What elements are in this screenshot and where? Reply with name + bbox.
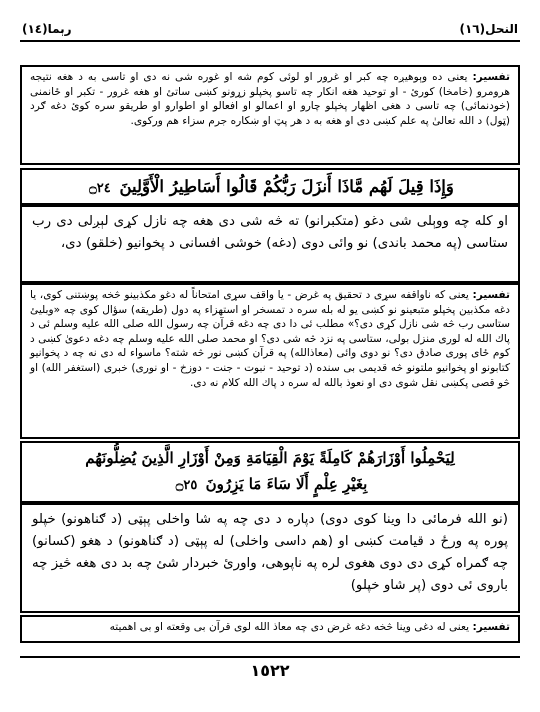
header-divider [20,40,520,42]
tafsir-text-3: يعنى له دغى وينا څخه دغه غرض دى چه معاذ الله لوى قرآن بى وقعته او بى اهميته [109,621,470,633]
translation-text-1: او كله چه ووېلى شى دغو (متكبرانو) ته څه شى دى هغه چه نازل كړى لېږلى دى رب ستاسى (په محمد باندى) نو وائى دوى (دغه) خوشى افسانى د پخوانيو (خلقو) دى، [32,214,508,251]
ayah-25-number: ٢٥ [183,478,198,493]
tafsir-block-2 [20,283,520,439]
ayah-24-number: ٢٤ [96,181,111,196]
page-number: ١٥٢٢ [250,661,290,680]
tafsir-label: تفسير: [472,621,510,633]
ayah-24-text: وَإِذَا قِيلَ لَهُم مَّاذَا أَنزَلَ رَبُّكُمْ قَالُوا أَسَاطِيرُ الْأَوَّلِينَ [119,177,454,196]
translation-block-2 [20,503,520,613]
ayah-24-line [22,177,518,196]
tafsir-block-1 [20,65,520,165]
ayah-24 [20,168,520,205]
tafsir-text-2: يعنى كه ناواقفه سړى د تحقيق په غرض - يا واقف سړى امتحاناً له دغو مكذبينو څخه پوښتنى كوى، يا دغه مكذبين پخپلو متبعينو نو كښى يو له بله سره د تمسخر او استهزاء په دول (طريقه) سؤال كوى چه «وبليئ ستاسى رب څه شى نازل كړى دى؟» مطلب ئى دا دى چه دغه قرآن چه رسول الله صلى الله عليه وسلم ئى د پاك الله له لورى منزل بولى، ستاسى په نزد څه شى دى؟ او محمد صلى الله عليه وسلم چه دغه دعوىٰ كښى د كوم ځاى پورى صادق دى؟ نو دوى وائى (معاذالله) په قرآن كښى نور څه شته؟ ماسواء له دى نه چه د پخوانيو كتابونو او پخوانيو ملتونو څه قديمى بى سنده (د توحيد - نبوت - جنت - دوزخ - او نورى) خبرى (استغفر الله) او څو قصى پكښى نقل شوى دى او نعوذ بالله له سره د پاك الله كلام نه دى. [30,289,510,389]
translation-block-1 [20,205,520,283]
ayah-25-text-2: بِغَيْرِ عِلْمٍ أَلَا سَاءَ مَا يَزِرُونَ [205,475,368,493]
tafsir-text-1: يعنى ده وېوهيږه چه كبر او غرور او لوئى كوم شه او غوره شى نه دى او تاسى به د هغه نتيجه هرومرو (خامخا) كورئ - او توحيد هغه انكار چه تاسو پخپلو زړونو كښى ساتئ او هغه غرور - تكبر او ځانمنى (خودنمائى) چه تاسى د هغى اظهار پخپلو چارو او اعمالو او افعالو او اطوارو او طريقو سره كوئ دغه ګرد (ټول) د الله تعالىٰ په علم كښى دى او هغه به د هر پټ او ښكاره جرم سزاء هم وركوى. [30,71,510,127]
translation-text-2: (نو الله فرمائى دا وينا كوى دوى) دپاره د دى چه په شا واخلى پېټى (د ګناهونو) خپلو پوره په ورځ د قيامت كښى او (هم داسى واخلى) له پېټى (د ګناهونو) د هغو (كسانو) چه ګمراه كړى دى دوى هغوى لره په ناپوهى، واورئ خبردار شئ چه بد دى هغه څيز چه باروى ئى دوى (پر شاو خپلو) [32,512,508,593]
tafsir-label: تفسير: [472,289,511,301]
ayah-25-line-1: لِيَحْمِلُوا أَوْزَارَهُمْ كَامِلَةً يَوْمَ الْقِيَامَةِ وَمِنْ أَوْزَارِ الَّذِينَ يُضِلُّونَهُم [85,449,455,467]
ayah-number-marker: ۝٢٤ [89,181,111,196]
ayah-number-marker: ۝٢٥ [175,478,198,493]
surah-header: رېما(١٤) [22,22,72,36]
tafsir-label: تفسير: [472,71,510,83]
footer-divider [20,656,520,658]
ayah-25-line-2 [22,471,518,499]
tafsir-block-3 [20,615,520,643]
juz-header: النحل(١٦) [459,22,518,36]
page-header [22,20,518,38]
ayah-25 [20,441,520,503]
